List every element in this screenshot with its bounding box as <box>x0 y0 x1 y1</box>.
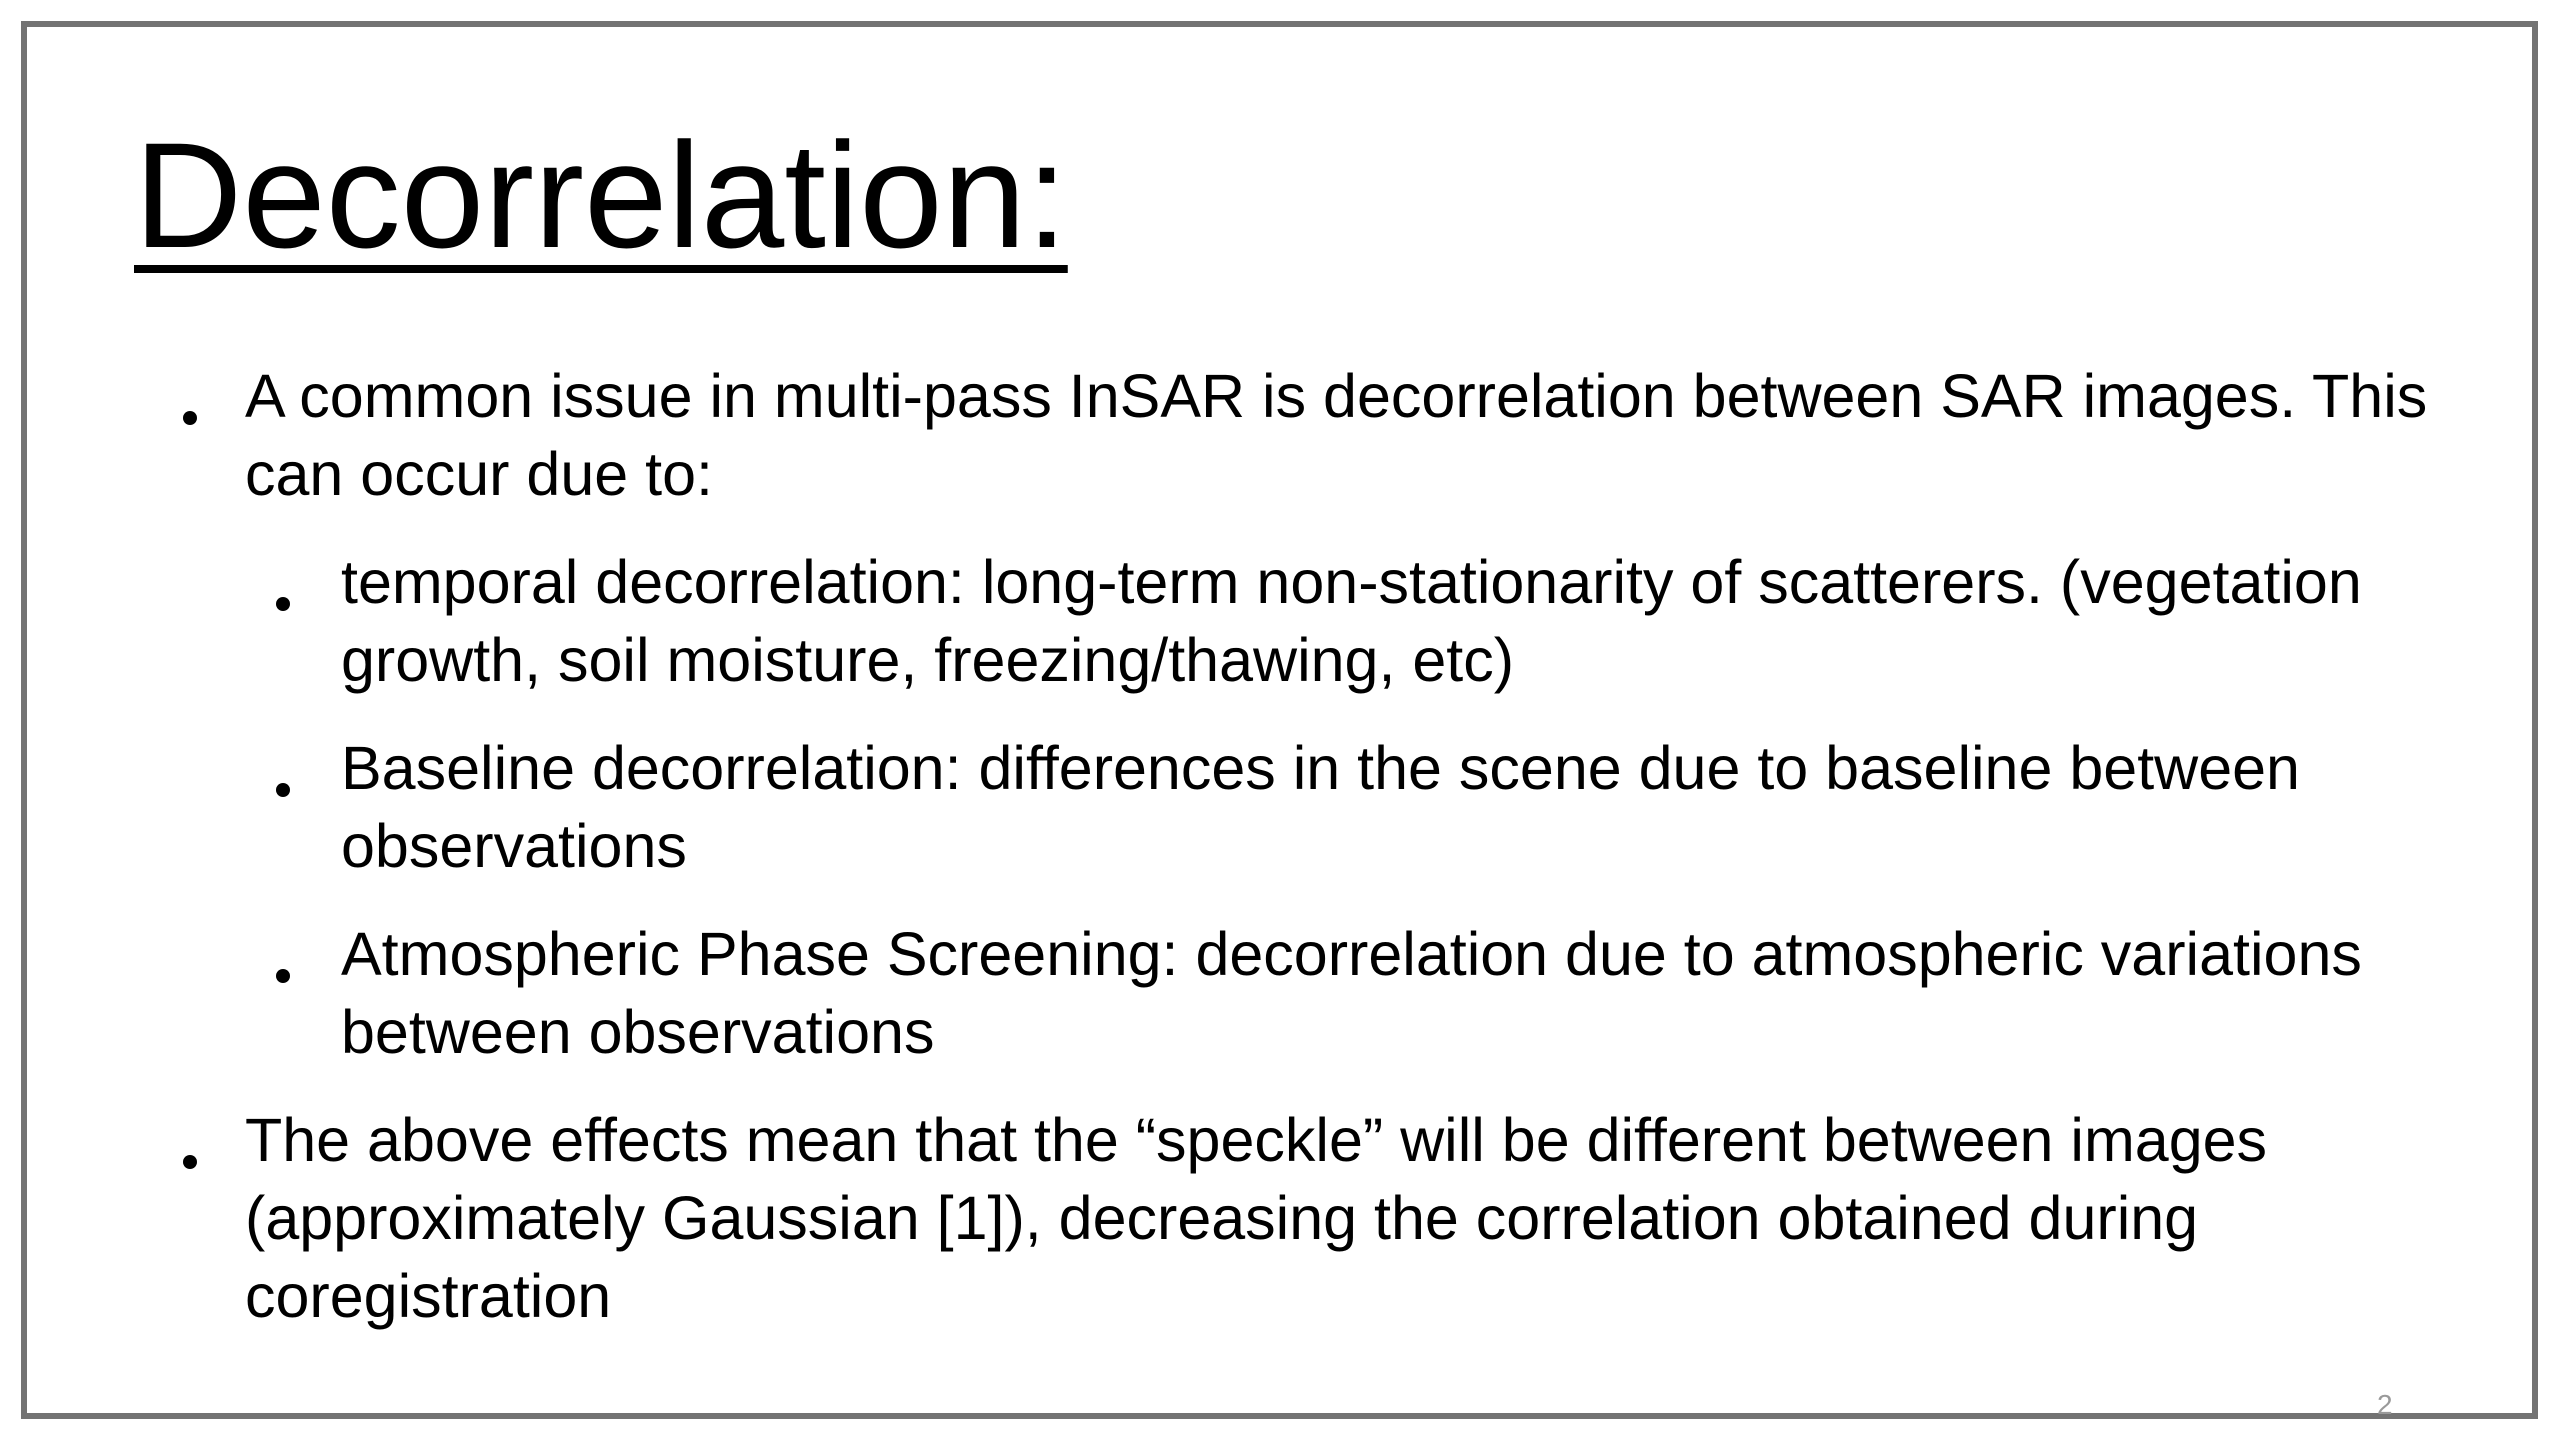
bullet-icon <box>276 969 290 983</box>
bullet-list <box>27 357 2527 1335</box>
slide <box>21 21 2538 1419</box>
sub-bullet-item <box>341 543 2481 699</box>
sub-bullet-item <box>341 915 2481 1071</box>
bullet-text: temporal decorrelation: long-term non-stationarity of scatterers. (vegetation growth, soil moisture, freezing/thawing, etc) <box>341 548 2362 694</box>
bullet-text: A common issue in multi-pass InSAR is decorrelation between SAR images. This can occur due to: <box>245 362 2428 508</box>
slide-title: Decorrelation: <box>134 111 1068 279</box>
sub-bullet-item <box>341 729 2481 885</box>
bullet-icon <box>276 597 290 611</box>
bullet-text: Baseline decorrelation: differences in the scene due to baseline between observations <box>341 734 2300 880</box>
bullet-icon <box>276 783 290 797</box>
bullet-item <box>245 357 2485 513</box>
bullet-icon <box>183 1155 197 1169</box>
bullet-text: The above effects mean that the “speckle” will be different between images (approximately Gaussian [1]), decreasing the correlation obtained during coregistration <box>245 1106 2268 1330</box>
bullet-icon <box>183 411 197 425</box>
page-number: 2 <box>2377 1389 2393 1420</box>
bullet-item <box>245 1101 2485 1335</box>
bullet-text: Atmospheric Phase Screening: decorrelation due to atmospheric variations between observations <box>341 920 2362 1066</box>
